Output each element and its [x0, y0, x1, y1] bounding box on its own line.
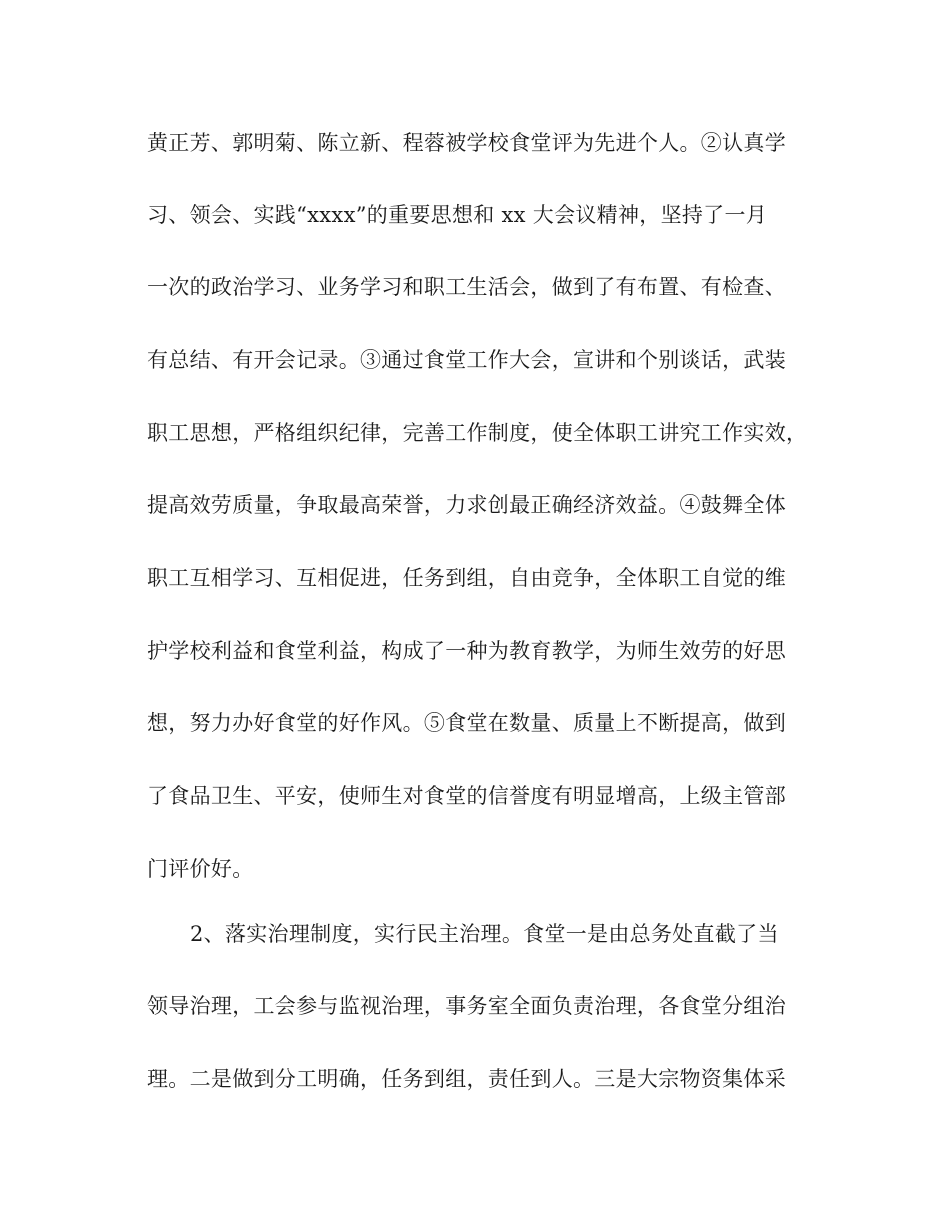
text-line: 职工互相学习、互相促进，任务到组，自由竞争，全体职工自觉的维	[147, 566, 786, 590]
text-line: 领导治理，工会参与监视治理，事务室全面负责治理，各食堂分组治	[147, 994, 786, 1018]
text-line: 有总结、有开会记录。③通过食堂工作大会，宣讲和个别谈话，武装	[147, 348, 786, 372]
text-line: 习、领会、实践“xxxx”的重要思想和 xx 大会议精神，坚持了一月	[147, 203, 768, 227]
text-line: 提高效劳质量，争取最高荣誉，力求创最正确经济效益。④鼓舞全体	[147, 493, 786, 517]
text-line: 护学校利益和食堂利益，构成了一种为教育教学，为师生效劳的好思	[147, 639, 786, 663]
text-line: 理。二是做到分工明确，任务到组，责任到人。三是大宗物资集体采	[147, 1067, 786, 1091]
text-line: 黄正芳、郭明菊、陈立新、程蓉被学校食堂评为先进个人。②认真学	[147, 131, 786, 155]
text-line: 一次的政治学习、业务学习和职工生活会，做到了有布置、有检查、	[147, 275, 786, 299]
paragraph-first-line: 2、落实治理制度，实行民主治理。食堂一是由总务处直截了当	[190, 922, 779, 946]
text-line: 了食品卫生、平安，使师生对食堂的信誉度有明显增高，上级主管部	[147, 784, 786, 808]
text-line: 想，努力办好食堂的好作风。⑤食堂在数量、质量上不断提高，做到	[147, 711, 786, 735]
text-line: 职工思想，严格组织纪律，完善工作制度，使全体职工讲究工作实效，	[147, 421, 808, 445]
text-line: 门评价好。	[147, 857, 254, 881]
